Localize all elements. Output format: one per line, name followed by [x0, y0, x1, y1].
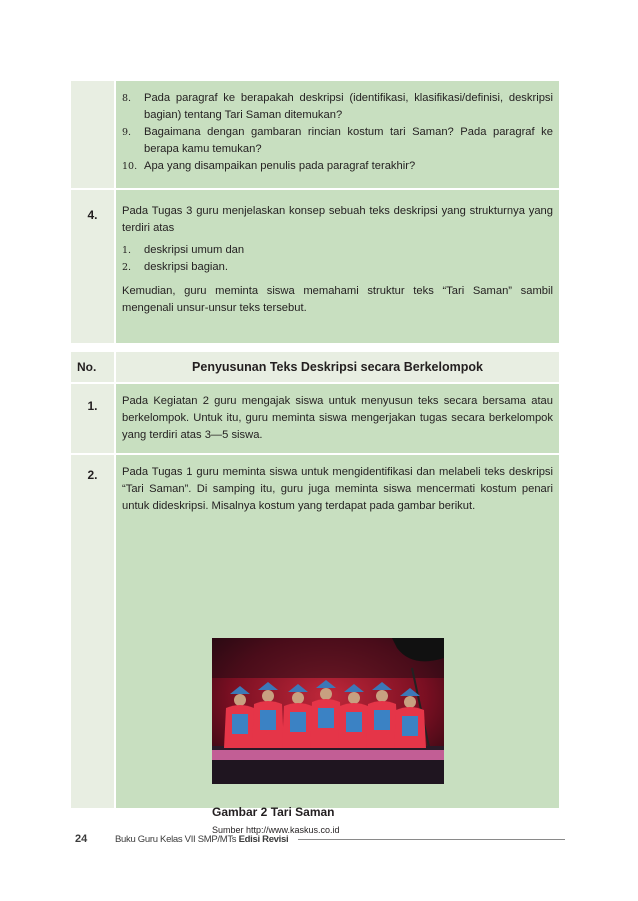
question-list — [122, 90, 553, 175]
table-row — [71, 81, 559, 190]
content-cell — [114, 190, 559, 343]
paragraph: Pada Tugas 3 guru menjelaskan konsep sebuah teks deskripsi yang strukturnya yang terdiri atas — [122, 205, 553, 234]
paragraph: Pada Tugas 1 guru meminta siswa untuk mengidentifikasi dan melabeli teks deskripsi “Tari Saman”. Di samping itu, guru juga meminta siswa mencermati kostum penari untuk dideskripsi. Misalnya kostum yang terdapat pada gambar berikut. — [122, 466, 553, 512]
table-group-activity — [71, 352, 559, 835]
table-continuation — [71, 81, 559, 345]
list-item: 9. Bagaimana dengan gambaran rincian kostum tari Saman? Pada paragraf ke berapa kamu temukan? — [122, 126, 553, 155]
edition-label: Edisi Revisi — [238, 833, 289, 845]
page-footer — [75, 831, 565, 847]
row-number: 2. — [71, 455, 114, 808]
table-row — [71, 455, 559, 835]
figure-source: Sumber http://www.kaskus.co.id — [212, 825, 340, 835]
header-no: No. — [71, 352, 114, 382]
paragraph: Kemudian, guru meminta siswa memahami struktur teks “Tari Saman” sambil mengenali unsur-unsur teks tersebut. — [122, 285, 553, 314]
number-cell — [71, 81, 114, 188]
header-title: Penyusunan Teks Deskripsi secara Berkelompok — [114, 352, 559, 382]
list-item: 1. deskripsi umum dan — [122, 244, 245, 256]
tari-saman-photo — [212, 638, 444, 784]
book-title: Buku Guru Kelas VII SMP/MTs Edisi Revisi — [115, 833, 289, 845]
table-row — [71, 384, 559, 455]
list-item: 8. Pada paragraf ke berapakah deskripsi (identifikasi, klasifikasi/definisi, deskripsi bagian) tentang Tari Saman ditemukan? — [122, 92, 553, 121]
list-item: 2. deskripsi bagian. — [122, 261, 228, 273]
list-item: 10. Apa yang disampaikan penulis pada paragraf terakhir? — [122, 160, 416, 172]
row-number: 4. — [71, 190, 114, 343]
table-header — [71, 352, 559, 384]
content-cell — [114, 81, 559, 188]
table-row — [71, 190, 559, 345]
page-number: 24 — [75, 833, 88, 845]
structure-list — [122, 242, 553, 276]
row-number: 1. — [71, 384, 114, 453]
footer-rule — [298, 839, 565, 840]
paragraph: Pada Kegiatan 2 guru mengajak siswa untuk menyusun teks secara bersama atau berkelompok. Untuk itu, guru meminta siswa mengerjakan tugas secara berkelompok yang terdiri atas 3—5 siswa. — [122, 395, 553, 441]
figure-caption: Gambar 2 Tari Saman — [212, 805, 335, 819]
content-cell — [114, 384, 559, 453]
